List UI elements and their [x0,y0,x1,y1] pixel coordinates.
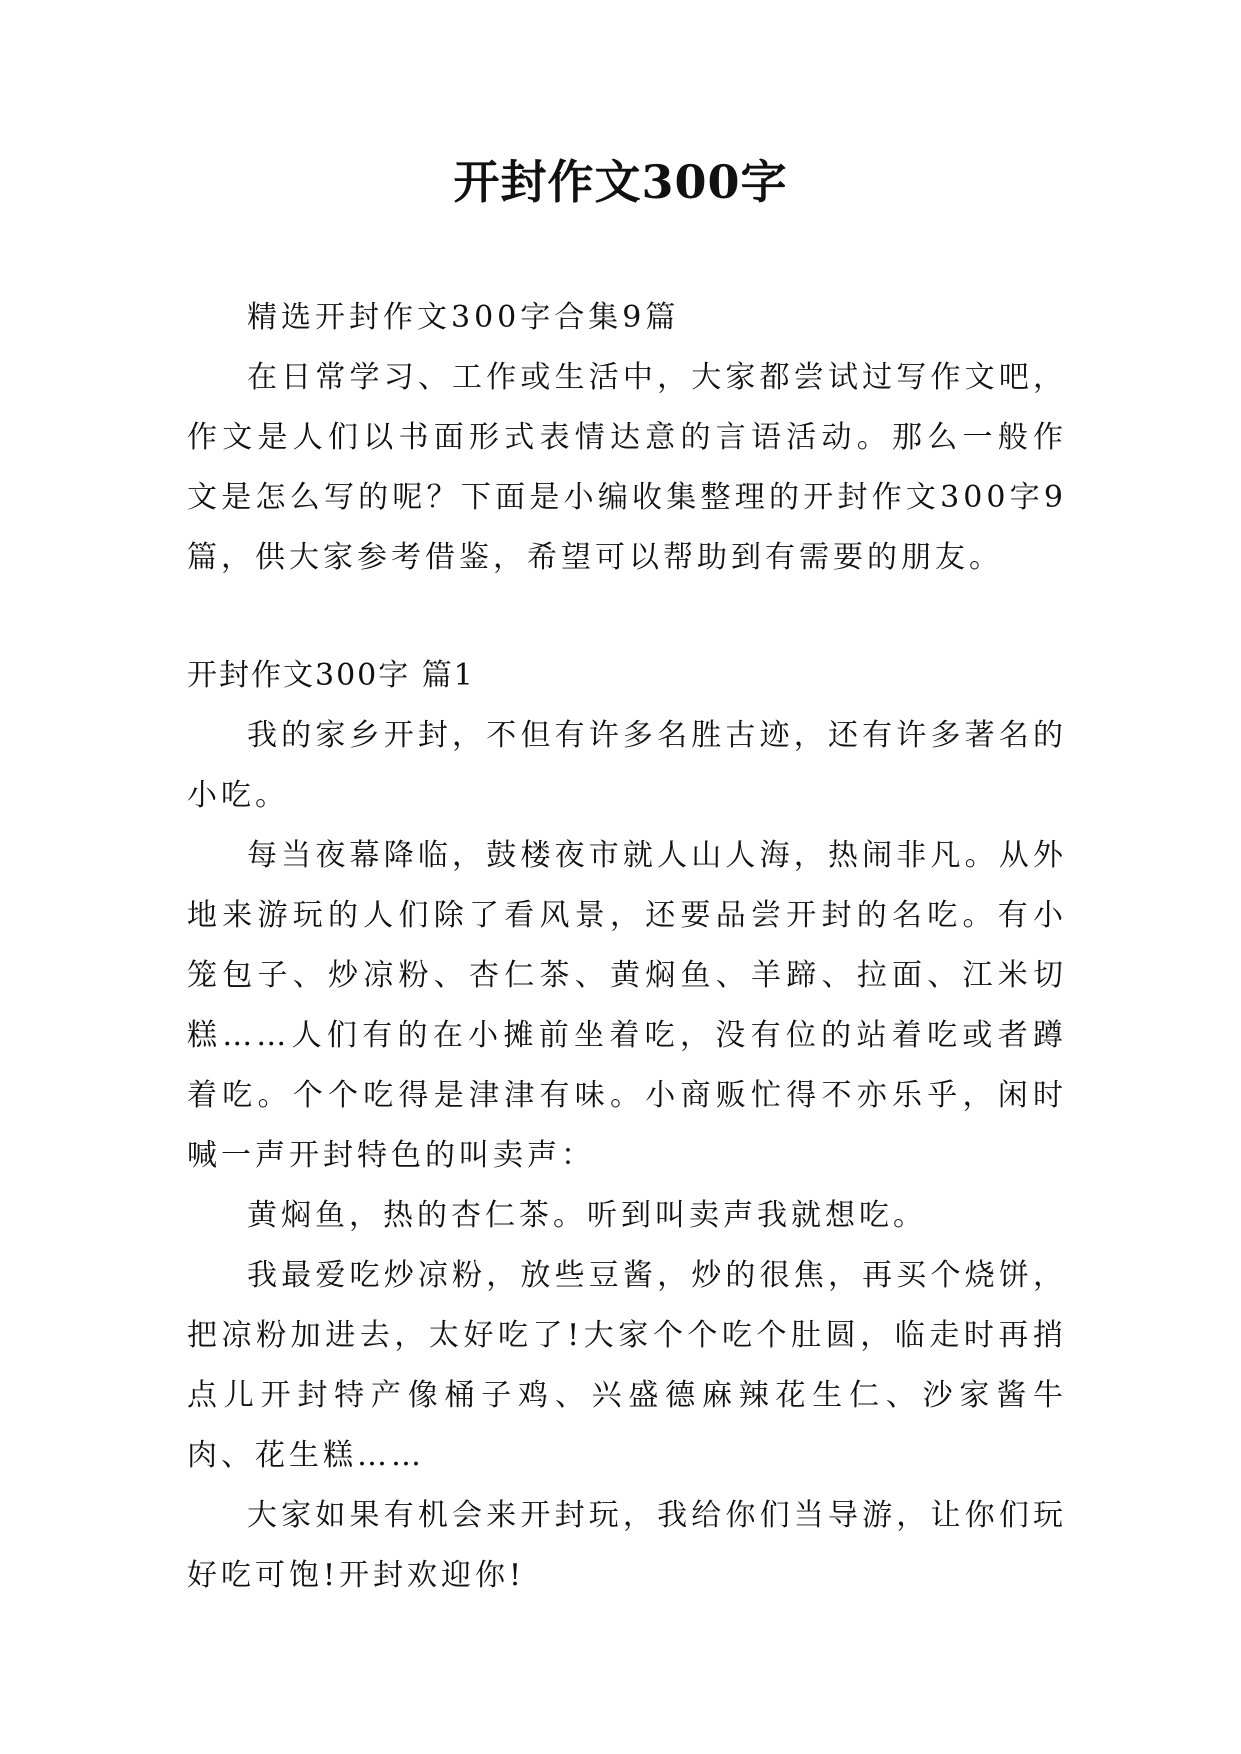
essay-paragraph: 黄焖鱼，热的杏仁茶。听到叫卖声我就想吃。 [247,1198,927,1233]
section-heading: 开封作文300字 篇1 [187,658,475,693]
intro-paragraph: 在日常学习、工作或生活中，大家都尝试过写作文吧，作文是人们以书面形式表情达意的言语活动。那么一般作文是怎么写的呢？下面是小编收集整理的开封作文300字9篇，供大家参考借鉴，希望可以帮助到有需要的朋友。 [187,360,1067,575]
essay-paragraph: 我最爱吃炒凉粉，放些豆酱，炒的很焦，再买个烧饼，把凉粉加进去，太好吃了!大家个个吃个肚圆，临走时再捎点儿开封特产像桶子鸡、兴盛德麻辣花生仁、沙家酱牛肉、花生糕…… [187,1258,1067,1473]
intro-label: 精选开封作文300字合集9篇 [247,300,680,335]
essay-paragraph: 每当夜幕降临，鼓楼夜市就人山人海，热闹非凡。从外地来游玩的人们除了看风景，还要品尝开封的名吃。有小笼包子、炒凉粉、杏仁茶、黄焖鱼、羊蹄、拉面、江米切糕……人们有的在小摊前坐着吃，没有位的站着吃或者蹲着吃。个个吃得是津津有味。小商贩忙得不亦乐乎，闲时喊一声开封特色的叫卖声： [187,838,1067,1173]
document-title: 开封作文300字 [453,155,788,209]
essay-paragraph: 我的家乡开封，不但有许多名胜古迹，还有许多著名的小吃。 [187,718,1067,813]
document-body [187,288,1067,1606]
essay-paragraph: 大家如果有机会来开封玩，我给你们当导游，让你们玩好吃可饱!开封欢迎你! [187,1498,1067,1593]
